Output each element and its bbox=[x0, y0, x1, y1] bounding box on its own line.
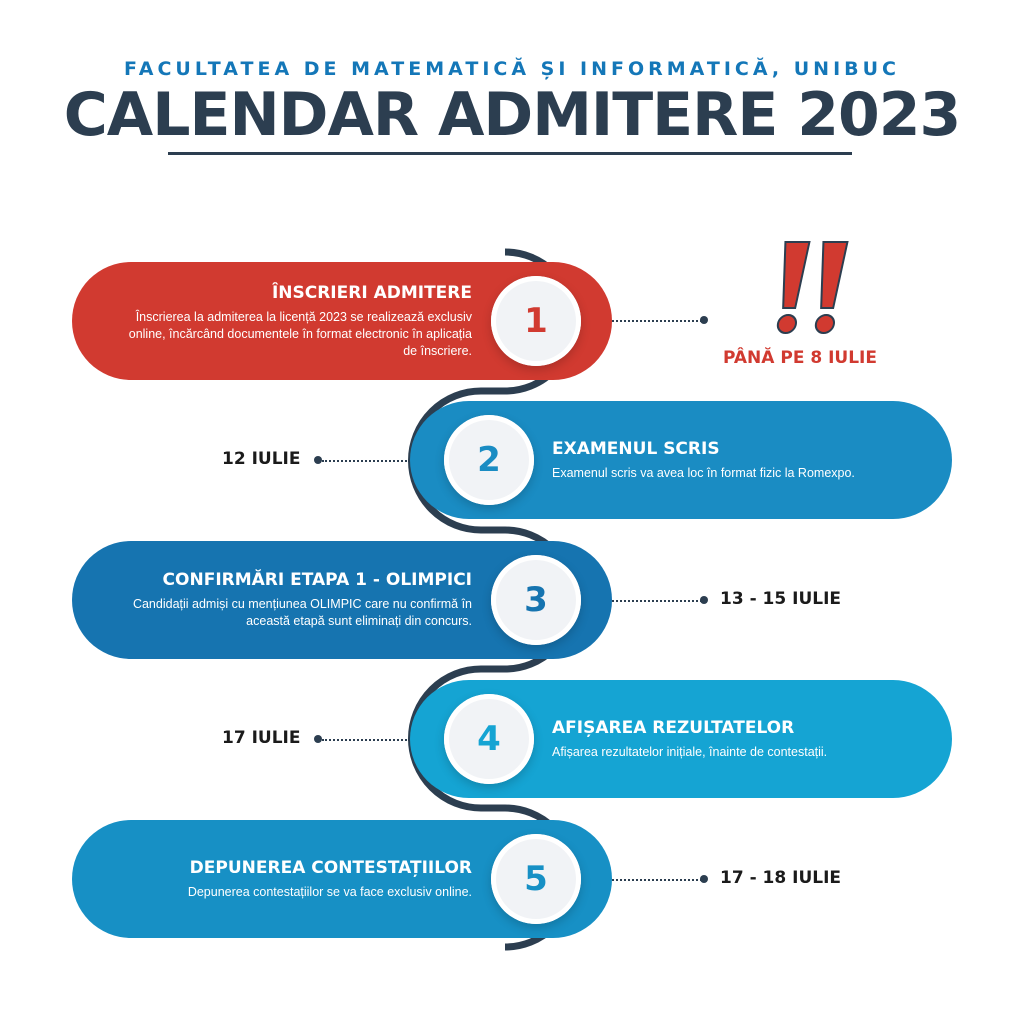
step-3-leader-dot bbox=[700, 596, 708, 604]
step-2-badge bbox=[444, 415, 534, 505]
step-1-date: PÂNĂ PE 8 IULIE bbox=[723, 348, 877, 368]
step-1-number: 1 bbox=[524, 301, 548, 341]
step-2-text: Examenul scris va avea loc în format fizic la Romexpo. bbox=[552, 465, 855, 480]
step-1-leader bbox=[612, 320, 702, 322]
step-4-number: 4 bbox=[477, 719, 501, 759]
step-2-leader-dot bbox=[314, 456, 322, 464]
step-4-title: AFIȘAREA REZULTATELOR bbox=[552, 717, 795, 738]
step-1-title: ÎNSCRIERI ADMITERE bbox=[271, 282, 472, 303]
step-3-number: 3 bbox=[524, 580, 548, 620]
step-4-date: 17 IULIE bbox=[222, 728, 301, 748]
step-1-text: Înscrierea la admiterea la licență 2023 se realizează exclusiv online, încărcând documentele în format electronic în aplicația de înscriere. bbox=[128, 309, 472, 358]
step-3-date: 13 - 15 IULIE bbox=[720, 589, 842, 609]
step-4-leader-dot bbox=[314, 735, 322, 743]
step-5-leader bbox=[612, 879, 702, 881]
step-5-number: 5 bbox=[524, 859, 548, 899]
step-3-title: CONFIRMĂRI ETAPA 1 - OLIMPICI bbox=[162, 570, 472, 590]
step-5-title: DEPUNEREA CONTESTAȚIILOR bbox=[189, 857, 472, 878]
step-2-date: 12 IULIE bbox=[222, 449, 301, 469]
faculty-subtitle: FACULTATEA DE MATEMATICĂ ȘI INFORMATICĂ, UNIBUC bbox=[123, 58, 901, 80]
step-3-badge bbox=[491, 555, 581, 645]
step-1-badge bbox=[491, 276, 581, 366]
step-4-text: Afișarea rezultatelor inițiale, înainte de contestații. bbox=[552, 744, 828, 759]
step-4-leader bbox=[322, 739, 410, 741]
step-3-leader bbox=[612, 600, 702, 602]
step-2-leader bbox=[322, 460, 410, 462]
step-1-leader-dot bbox=[700, 316, 708, 324]
step-5-leader-dot bbox=[700, 875, 708, 883]
step-5-badge bbox=[491, 834, 581, 924]
step-5-text: Depunerea contestațiilor se va face exclusiv online. bbox=[187, 884, 472, 899]
step-2-number: 2 bbox=[477, 440, 501, 480]
step-4-badge bbox=[444, 694, 534, 784]
step-5-date: 17 - 18 IULIE bbox=[720, 868, 842, 888]
step-3-text: Candidații admiși cu mențiunea OLIMPIC care nu confirmă în această etapă sunt eliminați din concurs. bbox=[132, 597, 472, 628]
step-2-title: EXAMENUL SCRIS bbox=[552, 438, 720, 459]
page-title: CALENDAR ADMITERE 2023 bbox=[63, 80, 961, 150]
double-exclamation-icon bbox=[772, 238, 856, 340]
